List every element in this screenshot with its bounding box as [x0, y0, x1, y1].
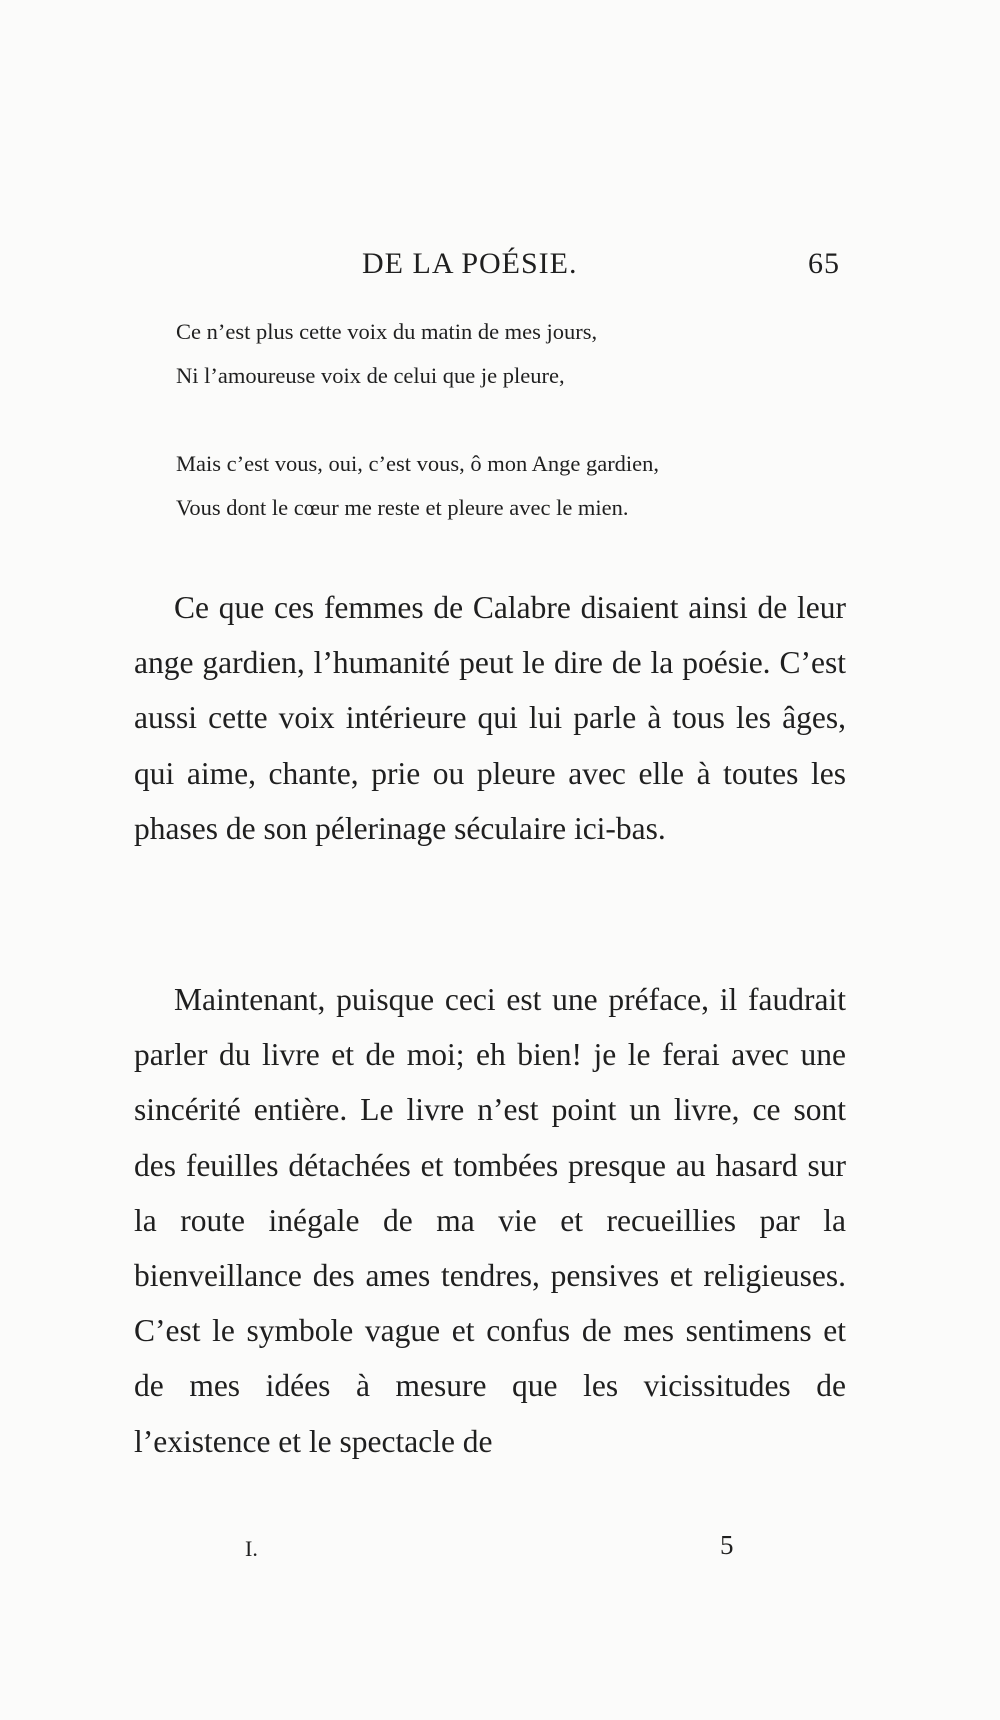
- signature-number: 5: [720, 1530, 734, 1560]
- running-title: DE LA POÉSIE.: [362, 247, 578, 280]
- paragraph-text: Maintenant, puisque ceci est une préface, il faudrait parler du livre et de moi; eh bien! je le ferai avec une sincérité entière. Le livre n’est point un livre, ce sont des feuilles détachées et tombées presque au hasard sur la route inégale de ma vie et recueillies par la bienveillance des ames tendres, pensives et religieuses. C’est le symbole vague et confus de mes sentimens et de mes idées à mesure que les vicissitudes de l’existence et le spectacle de: [134, 982, 846, 1459]
- signature-mark: I.: [245, 1536, 258, 1561]
- verse-stanza-2: [176, 442, 659, 530]
- page-number: 65: [808, 247, 840, 280]
- verse-line: Mais c’est vous, oui, c’est vous, ô mon Ange gardien,: [176, 451, 660, 476]
- running-head: [0, 247, 1000, 287]
- paragraph-text: Ce que ces femmes de Calabre disaient ainsi de leur ange gardien, l’humanité peut le dire de la poésie. C’est aussi cette voix intérieure qui lui parle à tous les âges, qui aime, chante, prie ou pleure avec elle à toutes les phases de son pélerinage séculaire ici-bas.: [134, 590, 846, 846]
- verse-stanza-1: [176, 310, 597, 398]
- verse-line: Ni l’amoureuse voix de celui que je pleure,: [176, 363, 565, 388]
- paragraph-preface: [134, 972, 846, 1469]
- verse-line: Vous dont le cœur me reste et pleure avec le mien.: [176, 495, 629, 520]
- verse-line: Ce n’est plus cette voix du matin de mes jours,: [176, 319, 598, 344]
- page-footer: [0, 1530, 1000, 1576]
- paragraph-calabre: [134, 580, 846, 856]
